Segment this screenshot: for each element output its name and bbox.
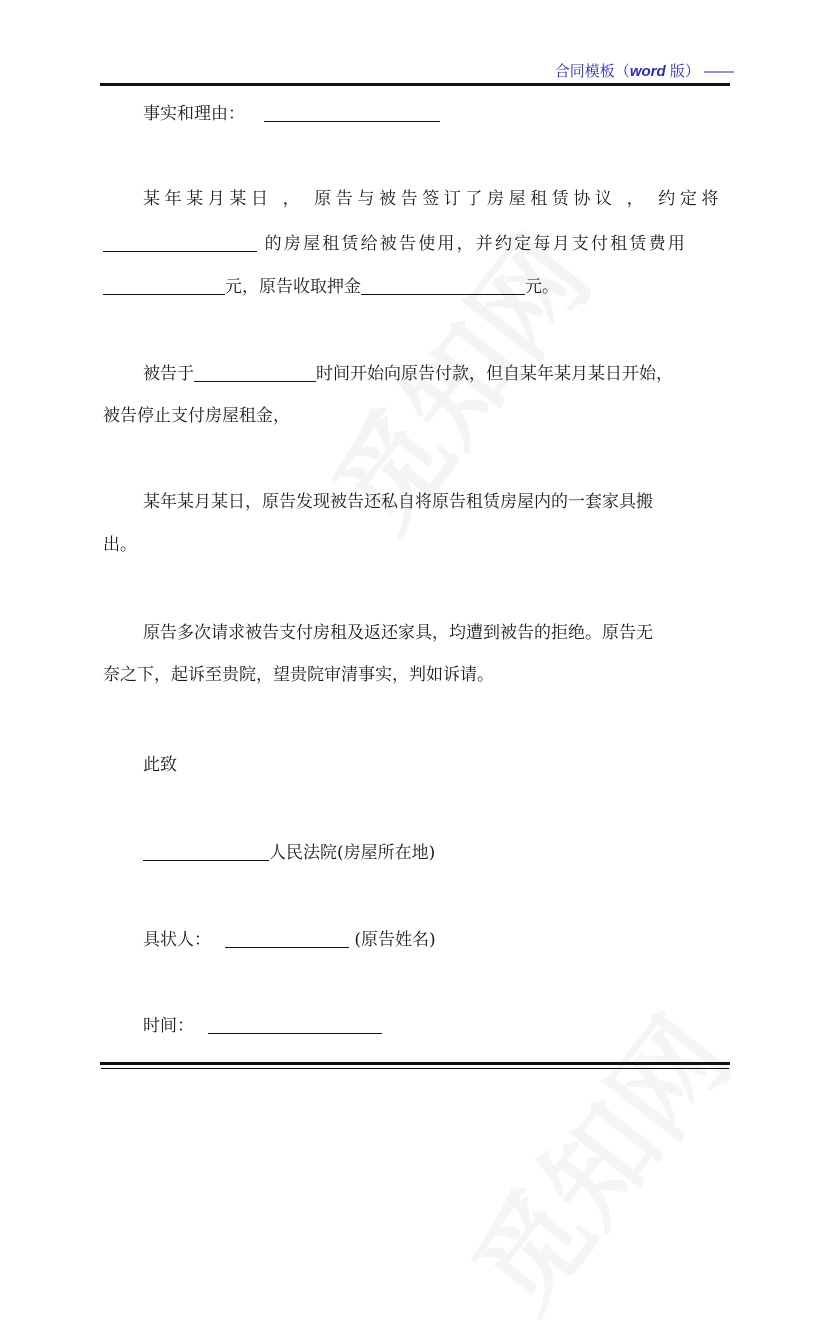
paragraph-1-line-1: 某年某月某日 ， 原告与被告签订了房屋租赁协议 ， 约定将 — [143, 189, 724, 209]
deposit-amount-blank[interactable] — [361, 276, 525, 295]
paragraph-3-line-1: 某年某月某日，原告发现被告还私自将原告租赁房屋内的一套家具搬 — [143, 492, 653, 512]
paragraph-2-line-1: 被告于 时间开始向原告付款，但自某年某月某日开始， — [143, 364, 673, 384]
header-rule — [100, 83, 730, 86]
footer-rule — [100, 1062, 730, 1065]
plaintiff-line — [143, 929, 436, 951]
plaintiff-name-blank[interactable] — [225, 929, 349, 948]
header-title: 合同模板（word 版） —— — [554, 63, 734, 80]
header-title-word: word — [629, 63, 666, 80]
watermark-bottom — [431, 980, 759, 1337]
time-blank[interactable] — [208, 1015, 382, 1034]
paragraph-1-line-2: 的房屋租赁给被告使用，并约定每月支付租赁费用 — [103, 233, 687, 255]
paragraph-4-line-1: 原告多次请求被告支付房租及返还家具，均遭到被告的拒绝。原告无 — [143, 623, 653, 643]
facts-line — [143, 103, 440, 125]
paragraph-1-line-3: 元，原告收取押金 元。 — [103, 276, 559, 298]
court-label: 人民法院(房屋所在地) — [269, 843, 436, 863]
paragraph-2-line-2: 被告停止支付房屋租金， — [103, 406, 290, 426]
closing-to: 此致 — [143, 755, 177, 775]
paragraph-4-line-2: 奈之下，起诉至贵院，望贵院审清事实，判如诉请。 — [103, 665, 494, 685]
payment-start-blank[interactable] — [194, 363, 316, 382]
plaintiff-hint: (原告姓名) — [349, 930, 436, 950]
time-line — [143, 1015, 382, 1037]
paragraph-3-line-2: 出。 — [103, 535, 137, 555]
court-line — [143, 842, 435, 864]
facts-label: 事实和理由： — [143, 104, 245, 124]
court-name-blank[interactable] — [143, 842, 269, 861]
property-address-blank[interactable] — [103, 233, 257, 252]
plaintiff-label: 具状人： — [143, 930, 211, 950]
rent-amount-blank[interactable] — [103, 276, 225, 295]
time-label: 时间： — [143, 1016, 194, 1036]
facts-blank[interactable] — [264, 103, 440, 122]
